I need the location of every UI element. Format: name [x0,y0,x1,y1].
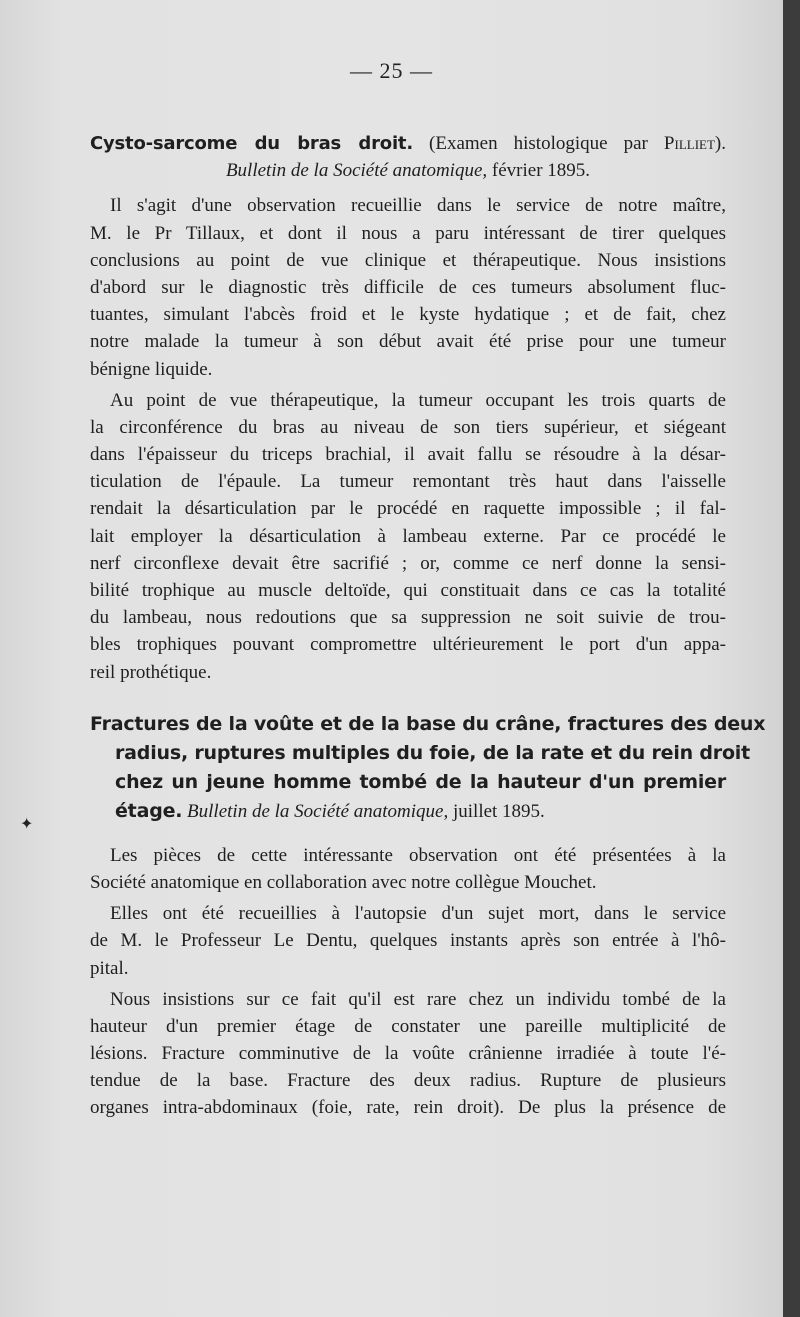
article-2-citation: étage. Bulletin de la Société anatomique, juillet 1895. [115,799,545,822]
article-1-heading: Cysto-sarcome du bras droit. (Examen histologique par Pilliet). [90,133,726,154]
article-2-paragraph-1: Les pièces de cette intéressante observation ont été présentées à la Société anatomique en collaboration avec notre collègue Mouchet. [90,844,726,893]
article-1-title: Cysto-sarcome du bras droit. [90,133,413,154]
article-1-paragraph-1: Il s'agit d'une observation recueillie dans le service de notre maître, M. le Pr Tillaux, et dont il nous a paru intéressant de tirer quelques conclusions au point de vue clinique et thérapeutique. Nous insistions d'abord sur le diagnostic très difficile de ces tumeurs absolument fluc- tuantes, simulant l'abcès froid et le kyste hydatique ; et de fait, chez notre malade la tumeur à son début avait été prise pour une tumeur bénigne liquide. [90,195,726,380]
article-1-author: Pilliet [663,133,715,154]
article-1-paragraph-2: Au point de vue thérapeutique, la tumeur occupant les trois quarts de la circonférence du bras au niveau de son tiers supérieur, et siégeant dans l'épaisseur du triceps brachial, il avait fallu se résoudre à la désar- ticulation de l'épaule. La tumeur remontant très haut dans l'aisselle rendait la désarticulation par le procédé en raquette impossible ; il fal- lait employer la désarticulation à lambeau externe. Par ce procédé le nerf circonflexe devait être sacrifié ; or, comme ce nerf donne la sensi- bilité trophique au muscle deltoïde, qui constituait dans ce cas la totalité du lambeau, nous redoutions que sa suppression ne soit suivie de trou- bles trophiques pouvant compromettre ultérieurement le port d'un appa- reil prothétique. [90,389,726,683]
article-1-citation: Bulletin de la Société anatomique, février 1895. [225,160,591,182]
article-2 [90,710,766,1122]
article-1 [90,130,726,686]
article-2-paragraph-3: Nous insistions sur ce fait qu'il est rare chez un individu tombé de la hauteur d'un premier étage de constater une pareille multiplicité de lésions. Fracture comminutive de la voûte crânienne irradiée à toute l'é- tendue de la base. Fracture des deux radius. Rupture de plusieurs organes intra-abdominaux (foie, rate, rein droit). De plus la présence de [90,988,726,1119]
article-2-heading: Fractures de la voûte et de la base du crâne, fractures des deux radius, ruptures multiples du foie, de la rate et du rein droit chez un jeune homme tombé de la hauteur d'un premier étage. Bulletin de la Société anatomique, juillet 1895. [90,710,726,826]
page-content [90,130,766,1122]
article-2-paragraph-2: Elles ont été recueillies à l'autopsie d'un sujet mort, dans le service de M. le Professeur Le Dentu, quelques instants après son entrée à l'hô- pital. [90,903,726,979]
margin-mark: ✦ [20,814,34,833]
page-number: — 25 — [350,58,433,83]
